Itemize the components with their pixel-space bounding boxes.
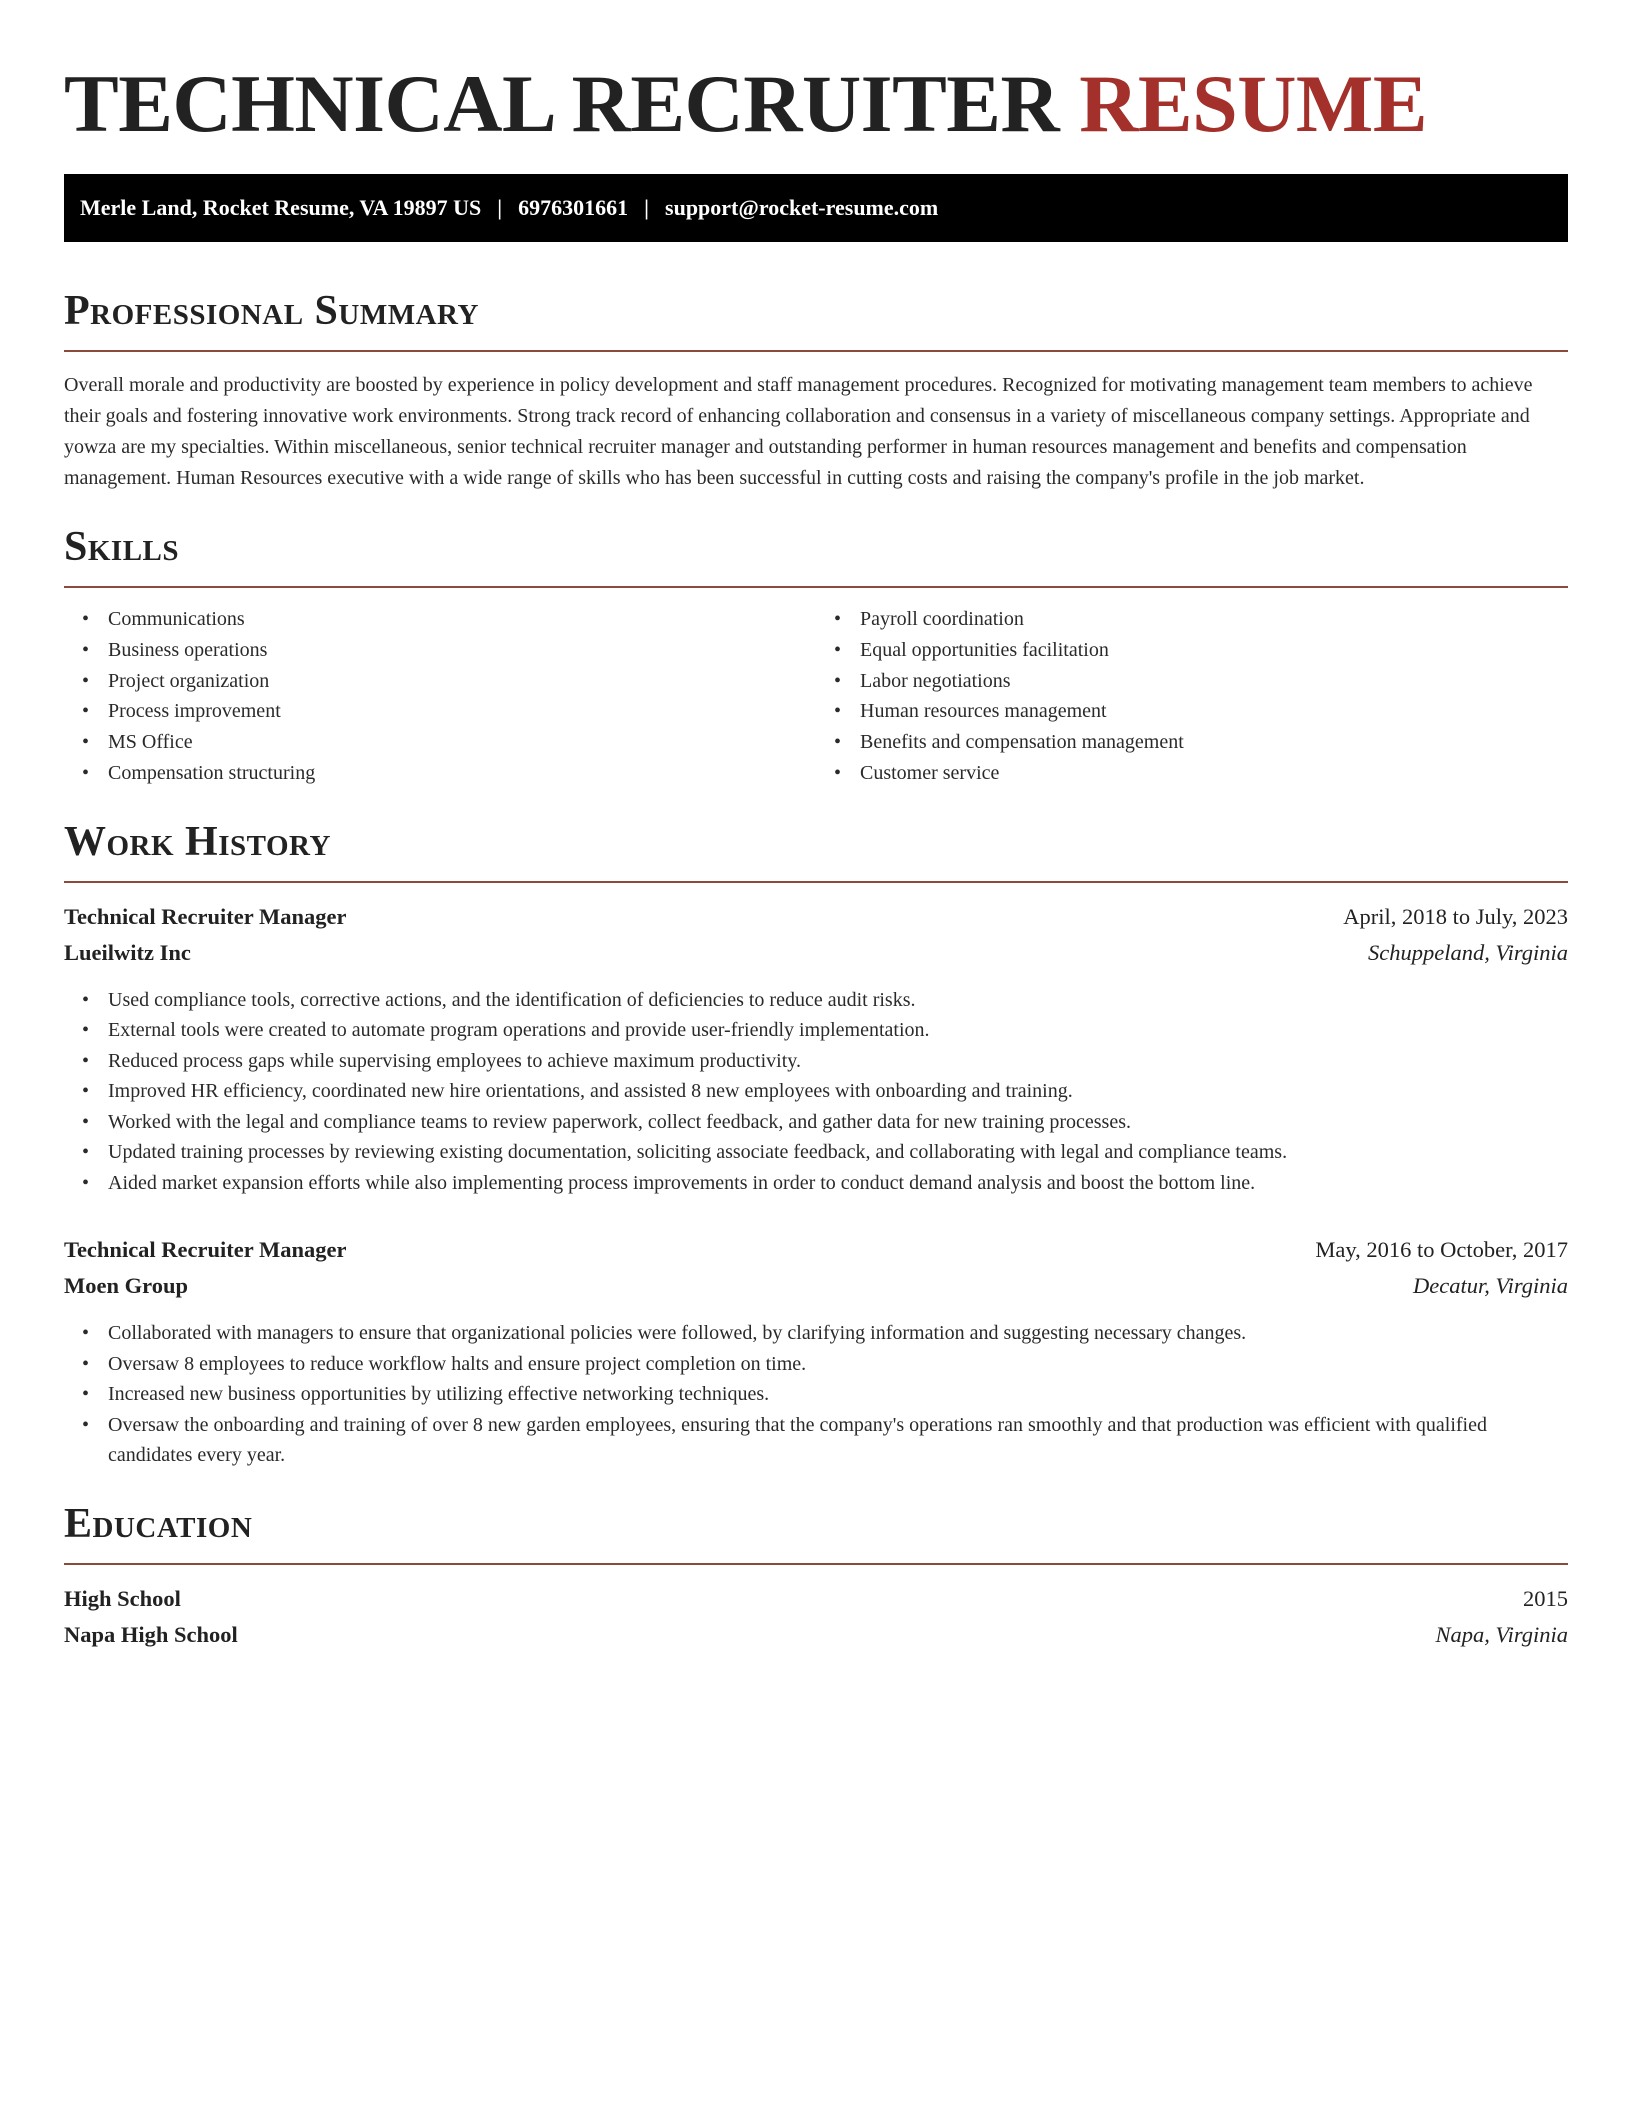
contact-address: Merle Land, Rocket Resume, VA 19897 US [80,195,482,220]
job-title: Technical Recruiter Manager [64,903,347,929]
section-divider [64,1563,1568,1565]
contact-separator: | [497,195,503,220]
education-entry [64,1581,1568,1653]
skill-item: • Business operations [108,635,816,666]
job-entry [64,1232,1568,1471]
job-dates: April, 2018 to July, 2023 [1343,903,1568,929]
skills-list-left [64,604,816,789]
section-divider [64,586,1568,588]
section-divider [64,350,1568,352]
job-entry [64,899,1568,1199]
skill-item: • Compensation structuring [108,758,816,789]
job-location: Schuppeland, Virginia [1368,939,1568,965]
job-company: Moen Group [64,1273,188,1299]
job-title-row [64,1232,1568,1268]
job-bullet: • Aided market expansion efforts while also implementing process improvements in order to conduct demand analysis and boost the bottom line. [108,1168,1568,1199]
contact-email: support@rocket-resume.com [665,195,939,220]
work-history-heading: Work History [64,818,331,865]
education-year: 2015 [1523,1585,1568,1611]
contact-separator: | [644,195,650,220]
education-degree-row [64,1581,1568,1617]
job-bullets [64,985,1568,1199]
title-accent: RESUME [1079,58,1428,149]
job-location: Decatur, Virginia [1413,1273,1568,1299]
job-bullets [64,1318,1568,1471]
resume-title [64,0,1568,154]
skill-item: • Payroll coordination [860,604,1568,635]
title-main: TECHNICAL RECRUITER [64,58,1060,149]
job-title-row [64,899,1568,935]
skills-grid [64,604,1568,789]
job-title: Technical Recruiter Manager [64,1237,347,1263]
education-location: Napa, Virginia [1435,1621,1568,1647]
job-bullet: • External tools were created to automate program operations and provide user-friendly implementation. [108,1015,1568,1046]
summary-heading: Professional Summary [64,288,479,334]
job-dates: May, 2016 to October, 2017 [1315,1237,1568,1263]
job-company-row [64,1268,1568,1304]
job-company-row [64,935,1568,971]
job-bullet: • Used compliance tools, corrective actions, and the identification of deficiencies to reduce audit risks. [108,985,1568,1016]
job-bullet: • Updated training processes by reviewing existing documentation, soliciting associate feedback, and collaborating with legal and compliance teams. [108,1137,1568,1168]
contact-bar [64,174,1568,242]
summary-text: Overall morale and productivity are boosted by experience in policy development and staff management procedures. Recognized for motivating management team members to achieve their goals and fostering innovative work environments. Strong track record of enhancing collaboration and consensus in a variety of miscellaneous company settings. Appropriate and yowza are my specialties. Within miscellaneous, senior technical recruiter manager and outstanding performer in human resources management and benefits and compensation management. Human Resources executive with a wide range of skills who has been successful in cutting costs and raising the company's profile in the job market. [64,374,1533,489]
skill-item: • Labor negotiations [860,666,1568,697]
job-bullet: • Increased new business opportunities by utilizing effective networking techniques. [108,1379,1568,1410]
education-school-row [64,1617,1568,1653]
skill-item: • Customer service [860,758,1568,789]
skill-item: • Equal opportunities facilitation [860,635,1568,666]
job-bullet: • Reduced process gaps while supervising employees to achieve maximum productivity. [108,1046,1568,1077]
skill-item: • Benefits and compensation management [860,727,1568,758]
job-bullet: • Oversaw the onboarding and training of over 8 new garden employees, ensuring that the company's operations ran smoothly and that production was efficient with qualified candidates every year. [108,1410,1568,1471]
contact-phone: 6976301661 [518,195,629,220]
skills-list-right [816,604,1568,789]
job-bullet: • Improved HR efficiency, coordinated new hire orientations, and assisted 8 new employees with onboarding and training. [108,1076,1568,1107]
skill-item: • Project organization [108,666,816,697]
education-degree: High School [64,1585,181,1611]
section-divider [64,881,1568,883]
skill-item: • Human resources management [860,696,1568,727]
skills-heading: Skills [64,524,180,570]
education-heading: Education [64,1500,253,1547]
job-company: Lueilwitz Inc [64,939,191,965]
job-bullet: • Collaborated with managers to ensure that organizational policies were followed, by clarifying information and suggesting necessary changes. [108,1318,1568,1349]
education-school: Napa High School [64,1621,238,1647]
job-bullet: • Oversaw 8 employees to reduce workflow halts and ensure project completion on time. [108,1349,1568,1380]
skill-item: • Communications [108,604,816,635]
job-bullet: • Worked with the legal and compliance teams to review paperwork, collect feedback, and gather data for new training processes. [108,1107,1568,1138]
skill-item: • Process improvement [108,696,816,727]
skill-item: • MS Office [108,727,816,758]
